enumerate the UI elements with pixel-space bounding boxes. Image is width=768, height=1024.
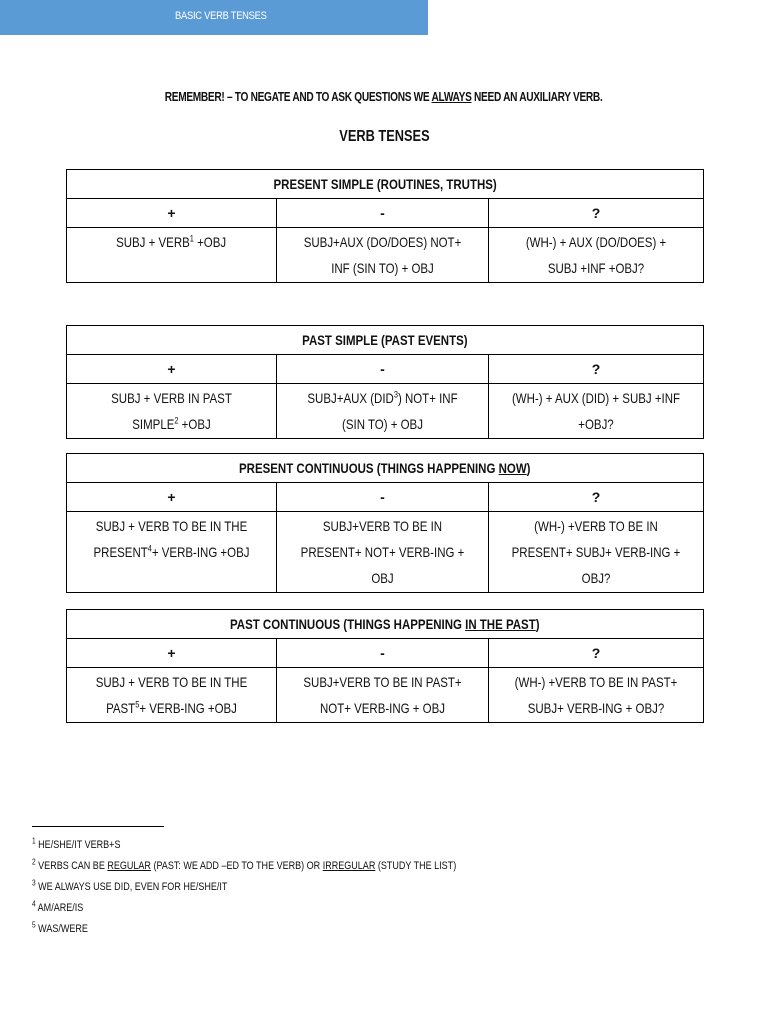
table-heading: PRESENT CONTINUOUS (THINGS HAPPENING NOW) [67, 454, 704, 483]
page-title: VERB TENSES [338, 128, 430, 145]
negative-header: - [277, 355, 489, 384]
negative-header: - [277, 199, 489, 228]
footnote-ref: 1 [190, 233, 195, 244]
affirmative-header: + [67, 639, 277, 668]
footnote: $^5$ WAS/WERE [32, 920, 88, 935]
header-band [0, 0, 428, 35]
footnote-ref: 4 [147, 543, 152, 554]
question-header: ? [489, 355, 704, 384]
present-simple-table [66, 169, 704, 283]
intro-note [0, 89, 768, 104]
question-header: ? [489, 199, 704, 228]
footnotes [32, 836, 549, 941]
question-formula: (WH-) + AUX (DID) + SUBJ +INF +OBJ? [489, 384, 704, 439]
footnote: $^4$ AM/ARE/IS [32, 899, 84, 914]
past-continuous-table [66, 609, 704, 723]
affirmative-header: + [67, 355, 277, 384]
intro-emphasis: ALWAYS [431, 89, 472, 104]
footnote-separator [32, 826, 164, 827]
footnote-ref: 2 [174, 415, 179, 426]
intro-suffix: NEED AN AUXILIARY VERB. [471, 89, 603, 104]
intro-prefix: REMEMBER! – TO NEGATE AND TO ASK QUESTIONS WE [165, 89, 432, 104]
negative-formula: SUBJ+AUX (DO/DOES) NOT+ INF (SIN TO) + OBJ [277, 228, 489, 283]
footnote: $^2$ VERBS CAN BE REGULAR (PAST: WE ADD –ED TO THE VERB) OR IRREGULAR (STUDY THE LIST) [32, 857, 457, 872]
footnote: $^1$ HE/SHE/IT VERB+S [32, 836, 121, 851]
header-label: BASIC VERB TENSES [175, 10, 267, 22]
past-simple-table [66, 325, 704, 439]
affirmative-header: + [67, 483, 277, 512]
footnote-ref: 5 [135, 699, 140, 710]
present-continuous-table [66, 453, 704, 593]
affirmative-formula: SUBJ + VERB IN PAST $SIMPLE^2 +OBJ$ [67, 384, 277, 439]
negative-header: - [277, 483, 489, 512]
affirmative-formula: SUBJ + VERB TO BE IN THE $PAST^5+$ VERB-ING +OBJ [67, 668, 277, 723]
affirmative-header: + [67, 199, 277, 228]
negative-formula: SUBJ+AUX (DID$^3$) NOT+ INF (SIN TO) + OBJ [277, 384, 489, 439]
question-header: ? [489, 639, 704, 668]
question-formula: (WH-) + AUX (DO/DOES) + SUBJ +INF +OBJ? [489, 228, 704, 283]
affirmative-formula: SUBJ + $VERB^1 +OBJ$ [67, 228, 277, 283]
affirmative-formula: SUBJ + VERB TO BE IN THE $PRESENT^4+$ VERB-ING +OBJ [67, 512, 277, 593]
question-header: ? [489, 483, 704, 512]
table-heading: PRESENT SIMPLE (ROUTINES, TRUTHS) [67, 170, 704, 199]
question-formula: (WH-) +VERB TO BE IN PRESENT+ SUBJ+ VERB-ING + OBJ? [489, 512, 704, 593]
footnote: $^3$ WE ALWAYS USE DID, EVEN FOR HE/SHE/IT [32, 878, 228, 893]
table-heading: PAST SIMPLE (PAST EVENTS) [67, 326, 704, 355]
table-heading: PAST CONTINUOUS (THINGS HAPPENING IN THE PAST) [67, 610, 704, 639]
negative-formula: SUBJ+VERB TO BE IN PAST+ NOT+ VERB-ING + OBJ [277, 668, 489, 723]
question-formula: (WH-) +VERB TO BE IN PAST+ SUBJ+ VERB-ING + OBJ? [489, 668, 704, 723]
negative-formula: SUBJ+VERB TO BE IN PRESENT+ NOT+ VERB-ING + OBJ [277, 512, 489, 593]
negative-header: - [277, 639, 489, 668]
footnote-ref: 3 [393, 389, 398, 400]
